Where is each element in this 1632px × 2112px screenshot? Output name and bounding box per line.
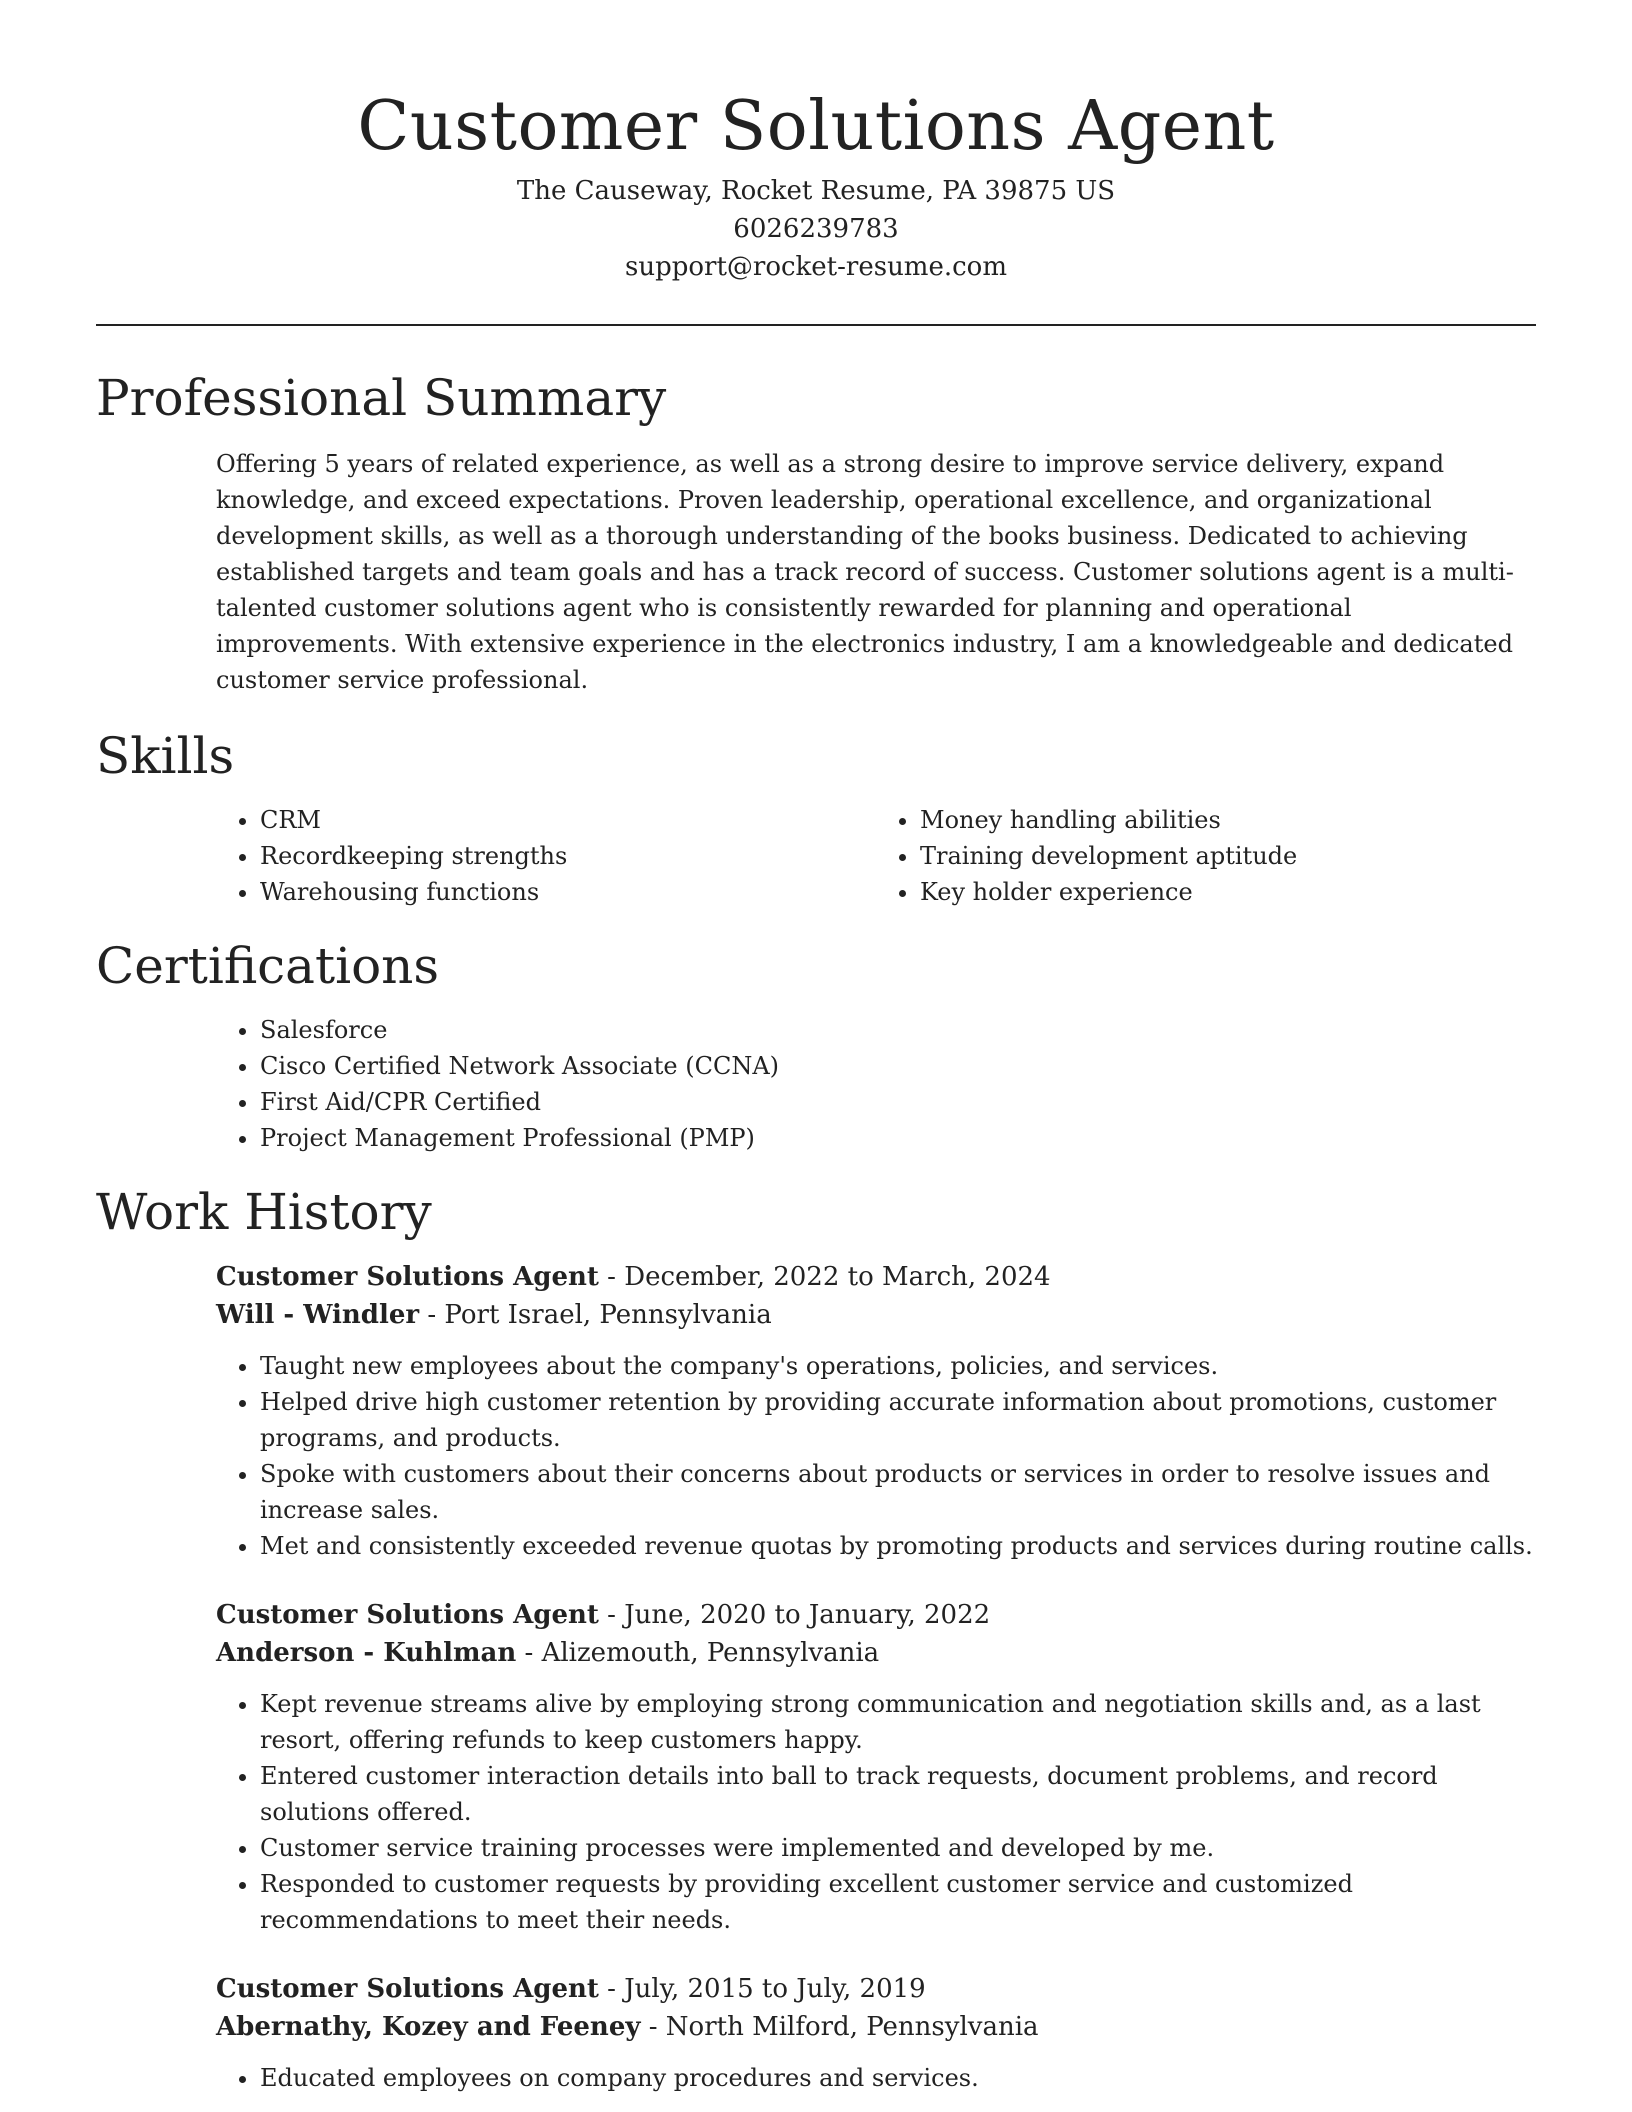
job-entry — [216, 1258, 1536, 1564]
summary-heading: Professional Summary — [96, 369, 667, 427]
separator: - — [598, 1600, 625, 1630]
job-bullet: • Customer service training processes were implemented and developed by me. — [260, 1830, 1536, 1866]
job-bullet: • Met and consistently exceeded revenue quotas by promoting products and services during routine calls. — [260, 1528, 1536, 1564]
job-title: Customer Solutions Agent — [216, 1600, 599, 1630]
job-company-line — [216, 2008, 1536, 2046]
skill-item: • Warehousing functions — [260, 874, 876, 910]
job-company-line — [216, 1296, 1536, 1334]
certification-item: • First Aid/CPR Certified — [260, 1084, 1536, 1120]
skills-column-right — [876, 802, 1536, 910]
certification-item: • Cisco Certified Network Associate (CCNA) — [260, 1048, 1536, 1084]
resume-header — [96, 0, 1536, 286]
job-bullets — [216, 1348, 1536, 1564]
address: The Causeway, Rocket Resume, PA 39875 US — [516, 176, 1116, 206]
job-title-line — [216, 1970, 1536, 2008]
job-location: Alizemouth, Pennsylvania — [541, 1638, 880, 1668]
job-dates: June, 2020 to January, 2022 — [624, 1600, 991, 1630]
job-bullet: • Spoke with customers about their concerns about products or services in order to resolve issues and increase sales. — [260, 1456, 1536, 1528]
skill-item: • Key holder experience — [920, 874, 1536, 910]
separator: - — [640, 2012, 666, 2042]
separator: - — [598, 1974, 625, 2004]
skills-list — [216, 802, 1536, 910]
email: support@rocket-resume.com — [624, 252, 1007, 282]
skills-column-left — [216, 802, 876, 910]
job-title: Customer Solutions Agent — [216, 1974, 599, 2004]
certification-item: • Salesforce — [260, 1012, 1536, 1048]
certifications-list — [216, 1012, 1536, 1156]
job-location: North Milford, Pennsylvania — [665, 2012, 1039, 2042]
job-location: Port Israel, Pennsylvania — [444, 1300, 772, 1330]
job-bullets — [216, 1686, 1536, 1938]
skills-heading: Skills — [96, 727, 235, 785]
certification-item: • Project Management Professional (PMP) — [260, 1120, 1536, 1156]
job-entry — [216, 1970, 1536, 2096]
job-entry — [216, 1596, 1536, 1938]
job-company: Will - Windler — [216, 1300, 420, 1330]
job-bullet: • Entered customer interaction details into ball to track requests, document problems, and record solutions offered. — [260, 1758, 1536, 1830]
work-history-heading: Work History — [96, 1183, 432, 1241]
job-company-line — [216, 1634, 1536, 1672]
job-bullet: • Helped drive high customer retention by providing accurate information about promotions, customer programs, and products. — [260, 1384, 1536, 1456]
job-company: Anderson - Kuhlman — [216, 1638, 517, 1668]
candidate-name: Customer Solutions Agent — [357, 87, 1275, 166]
skill-item: • Training development aptitude — [920, 838, 1536, 874]
job-bullet: • Kept revenue streams alive by employing strong communication and negotiation skills and, as a last resort, offering refunds to keep customers happy. — [260, 1686, 1536, 1758]
job-bullet: • Responded to customer requests by providing excellent customer service and customized recommendations to meet their needs. — [260, 1866, 1536, 1938]
job-dates: July, 2015 to July, 2019 — [624, 1974, 926, 2004]
separator: - — [516, 1638, 542, 1668]
job-title: Customer Solutions Agent — [216, 1262, 599, 1292]
phone: 6026239783 — [733, 214, 899, 244]
header-divider — [96, 324, 1536, 326]
job-title-line — [216, 1596, 1536, 1634]
skill-item: • Recordkeeping strengths — [260, 838, 876, 874]
separator: - — [598, 1262, 625, 1292]
job-title-line — [216, 1258, 1536, 1296]
separator: - — [419, 1300, 445, 1330]
resume-page — [96, 0, 1536, 2096]
summary-text: Offering 5 years of related experience, as well as a strong desire to improve service delivery, expand knowledge, and exceed expectations. Proven leadership, operational excellence, and organizational development skills, as well as a thorough understanding of the books business. Dedicated to achieving established targets and team goals and has a track record of success. Customer solutions agent is a multi-talented customer solutions agent who is consistently rewarded for planning and operational improvements. With extensive experience in the electronics industry, I am a knowledgeable and dedicated customer service professional. — [216, 450, 1514, 694]
skill-item: • Money handling abilities — [920, 802, 1536, 838]
job-bullet: • Taught new employees about the company's operations, policies, and services. — [260, 1348, 1536, 1384]
certifications-heading: Certifications — [96, 937, 440, 995]
job-company: Abernathy, Kozey and Feeney — [216, 2012, 641, 2042]
job-bullets — [216, 2060, 1536, 2096]
skill-item: • CRM — [260, 802, 876, 838]
job-bullet: • Educated employees on company procedures and services. — [260, 2060, 1536, 2096]
job-dates: December, 2022 to March, 2024 — [624, 1262, 1051, 1292]
